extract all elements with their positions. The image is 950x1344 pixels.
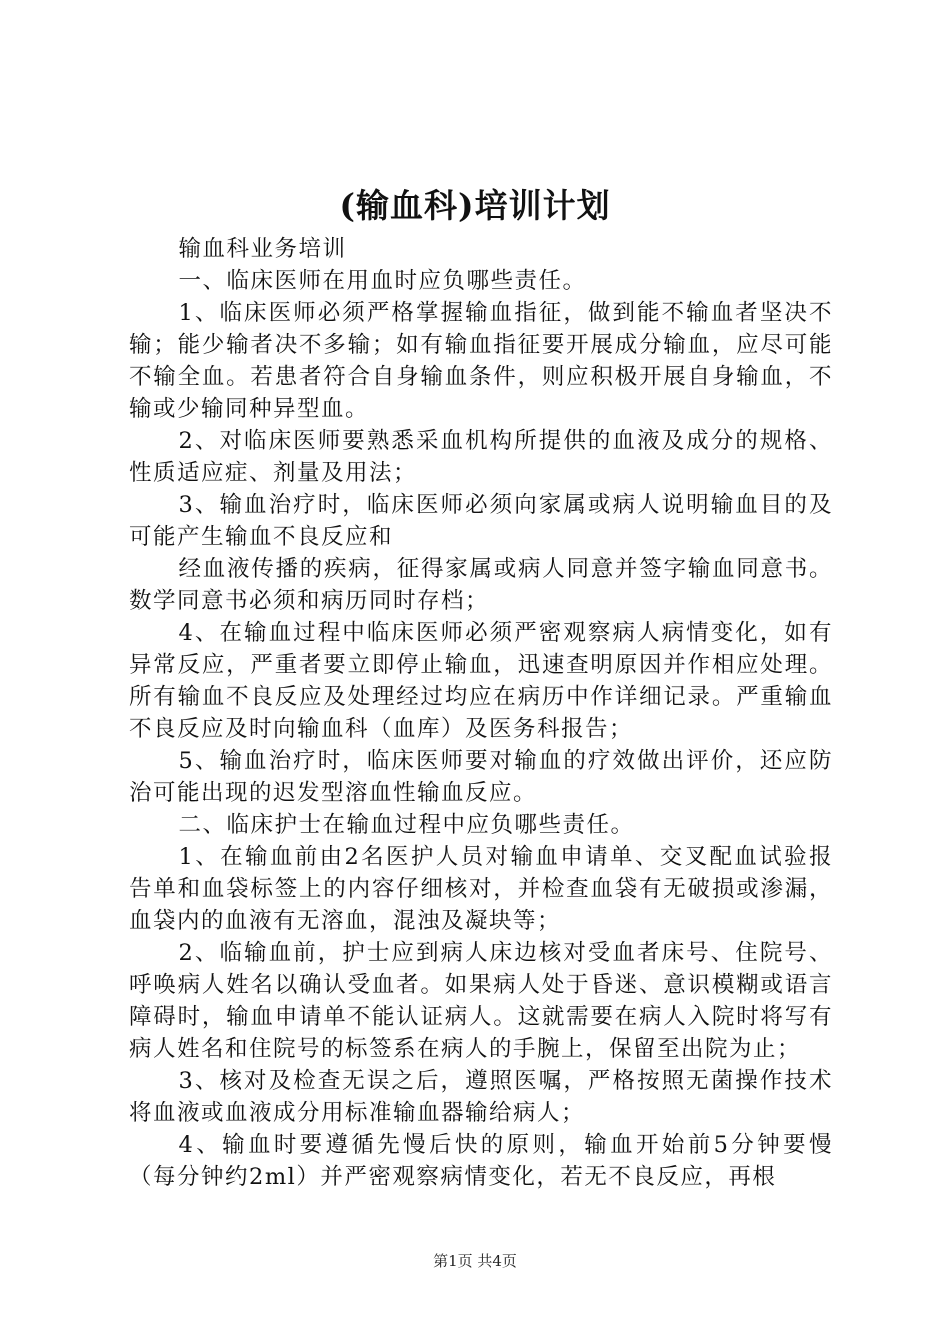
page-footer: 第1页 共4页 <box>433 1252 517 1270</box>
paragraph-1-1: 1、临床医师必须严格掌握输血指征，做到能不输血者坚决不输；能少输者决不多输；如有输血指征要开展成分输血，应尽可能不输全血。若患者符合自身输血条件，则应积极开展自身输血，不输或少输同种异型血。 <box>129 300 833 422</box>
paragraph-section-2-heading: 二、临床护士在输血过程中应负哪些责任。 <box>178 812 635 838</box>
paragraph-heading: 输血科业务培训 <box>178 236 347 262</box>
paragraph-section-1-heading: 一、临床医师在用血时应负哪些责任。 <box>178 268 587 294</box>
paragraph-2-2: 2、临输血前，护士应到病人床边核对受血者床号、住院号、呼唤病人姓名以确认受血者。如果病人处于昏迷、意识模糊或语言障碍时，输血申请单不能认证病人。这就需要在病人入院时将写有病人姓名和住院号的标签系在病人的手腕上，保留至出院为止； <box>129 940 833 1062</box>
paragraph-1-3: 3、输血治疗时，临床医师必须向家属或病人说明输血目的及可能产生输血不良反应和 <box>129 492 833 550</box>
paragraph-2-4: 4、输血时要遵循先慢后快的原则，输血开始前5分钟要慢（每分钟约2ml）并严密观察病情变化，若无不良反应，再根 <box>129 1132 833 1190</box>
paragraph-1-2: 2、对临床医师要熟悉采血机构所提供的血液及成分的规格、性质适应症、剂量及用法； <box>129 428 833 486</box>
paragraph-1-5: 5、输血治疗时，临床医师要对输血的疗效做出评价，还应防治可能出现的迟发型溶血性输血反应。 <box>129 748 833 806</box>
paragraph-2-1: 1、在输血前由2名医护人员对输血申请单、交叉配血试验报告单和血袋标签上的内容仔细核对，并检查血袋有无破损或渗漏，血袋内的血液有无溶血，混浊及凝块等； <box>129 844 833 934</box>
paragraph-1-3-continued: 经血液传播的疾病，征得家属或病人同意并签字输血同意书。数学同意书必须和病历同时存档； <box>129 556 833 614</box>
document-body <box>129 233 833 1193</box>
paragraph-2-3: 3、核对及检查无误之后，遵照医嘱，严格按照无菌操作技术将血液或血液成分用标准输血器输给病人； <box>129 1068 833 1126</box>
document-title: (输血科)培训计划 <box>339 186 611 225</box>
paragraph-1-4: 4、在输血过程中临床医师必须严密观察病人病情变化，如有异常反应，严重者要立即停止输血，迅速查明原因并作相应处理。所有输血不良反应及处理经过均应在病历中作详细记录。严重输血不良反应及时向输血科（血库）及医务科报告； <box>129 620 833 742</box>
